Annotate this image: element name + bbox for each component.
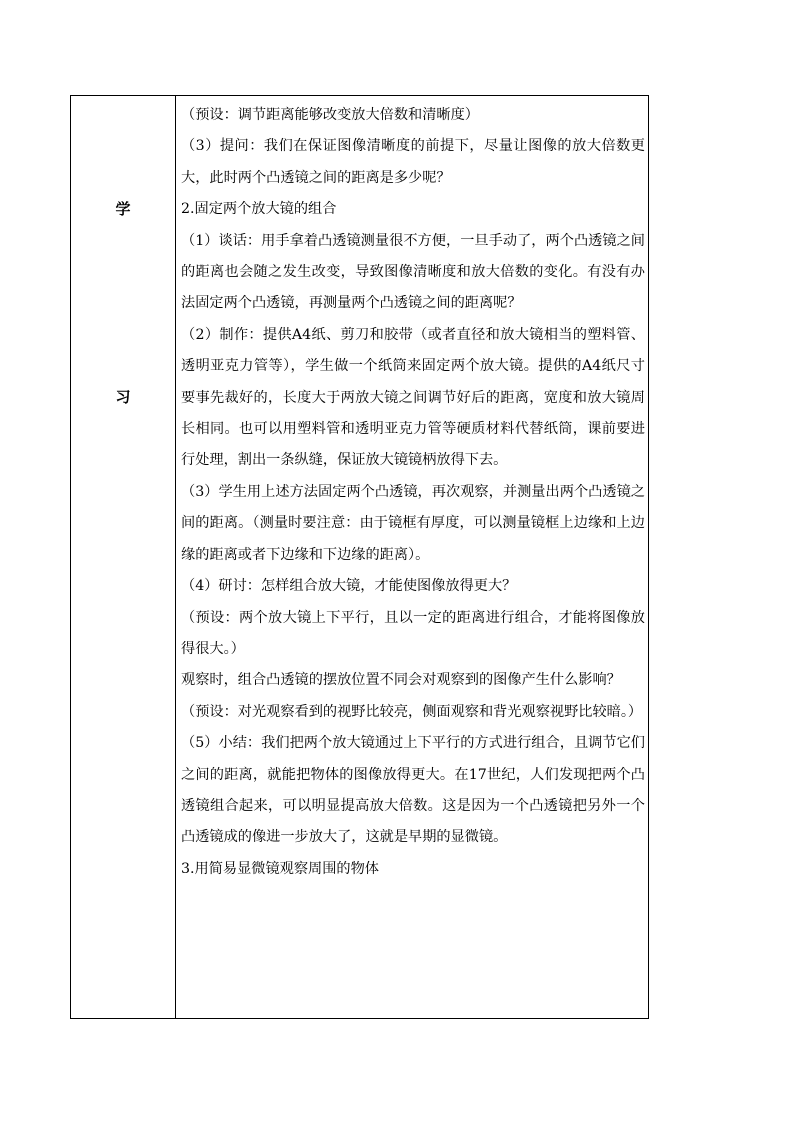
heading-fix-two-magnifiers: 2.固定两个放大镜的组合 xyxy=(181,201,337,218)
section-label-char-xi: 习 xyxy=(115,388,131,406)
content-column xyxy=(176,96,648,1018)
paragraph-discuss-4: （4）研讨：怎样组合放大镜，才能使图像放得更大？ xyxy=(181,578,517,595)
paragraph-make-2: （2）制作：提供A4纸、剪刀和胶带（或者直径和放大镜相当的塑料管、透明亚克力管等），学生做一个纸筒来固定两个放大镜。提供的A4纸尺寸要事先裁好的，长度大于两放大镜之间调节好后的距离，宽度和放大镜周长相同。也可以用塑料管和透明亚克力管等硬质材料代替纸筒，课前要进行处理，割出一条纵缝，保证放大镜镜柄放得下去。 xyxy=(181,326,645,469)
section-label-column xyxy=(71,96,176,1018)
section-label-char-xue: 学 xyxy=(115,200,131,218)
paragraph-preset-1: （预设：调节距离能够改变放大倍数和清晰度） xyxy=(181,107,479,123)
paragraph-preset-2: （预设：两个放大镜上下平行，且以一定的距离进行组合，才能将图像放得很大。） xyxy=(181,609,645,657)
paragraph-preset-3: （预设：对光观察看到的视野比较亮，侧面观察和背光观察视野比较暗。） xyxy=(181,703,643,720)
paragraph-talk-1: （1）谈话：用手拿着凸透镜测量很不方便，一旦手动了，两个凸透镜之间的距离也会随之发生改变，导致图像清晰度和放大倍数的变化。有没有办法固定两个凸透镜，再测量两个凸透镜之间的距离呢？ xyxy=(181,232,645,312)
paragraph-summary-5: （5）小结：我们把两个放大镜通过上下平行的方式进行组合，且调节它们之间的距离，就能把物体的图像放得更大。在17世纪，人们发现把两个凸透镜组合起来，可以明显提高放大倍数。这是因为一个凸透镜把另外一个凸透镜成的像进一步放大了，这就是早期的显微镜。 xyxy=(181,735,645,846)
paragraph-observe-question: 观察时，组合凸透镜的摆放位置不同会对观察到的图像产生什么影响？ xyxy=(181,672,621,689)
lesson-table xyxy=(70,95,649,1019)
paragraph-question-3: （3）提问：我们在保证图像清晰度的前提下，尽量让图像的放大倍数更大，此时两个凸透镜之间的距离是多少呢？ xyxy=(181,138,645,186)
heading-simple-microscope: 3.用简易显微镜观察周围的物体 xyxy=(181,860,379,877)
paragraph-measure-3: （3）学生用上述方法固定两个凸透镜，再次观察，并测量出两个凸透镜之间的距离。（测量时要注意：由于镜框有厚度，可以测量镜框上边缘和上边缘的距离或者下边缘和下边缘的距离）。 xyxy=(181,483,645,563)
